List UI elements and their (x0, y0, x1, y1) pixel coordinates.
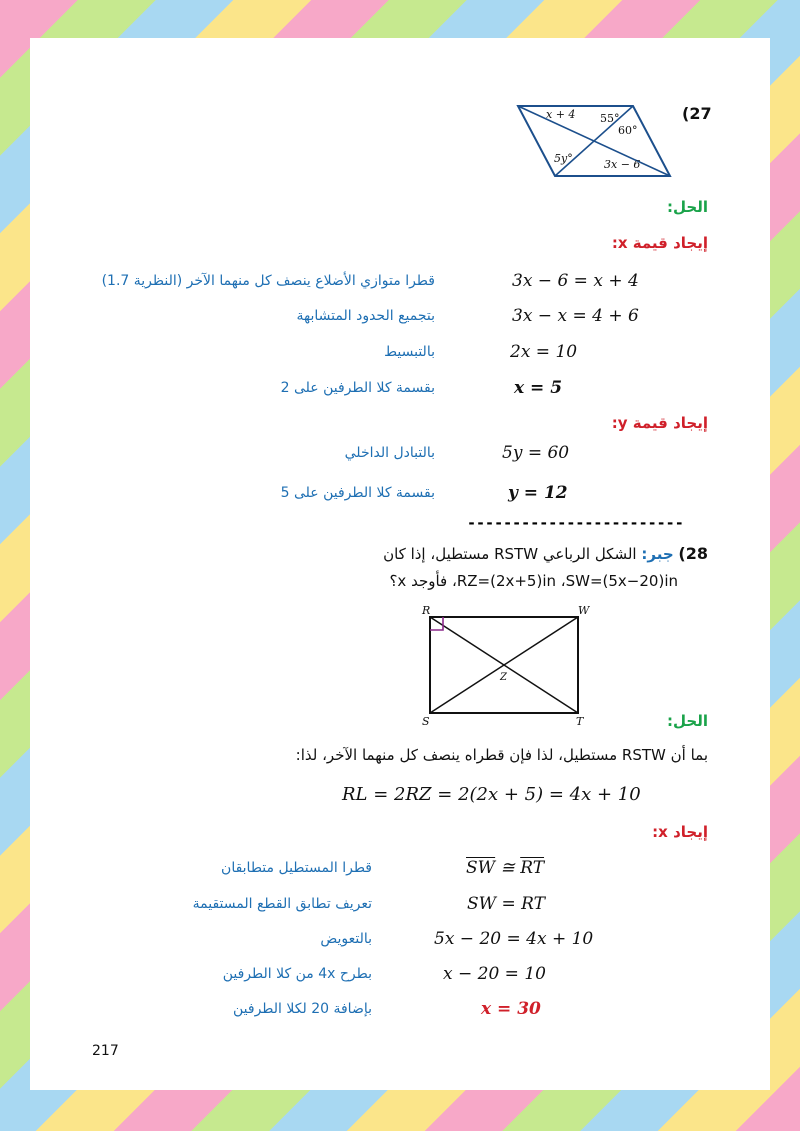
q27-x-step-2-reason: بتجميع الحدود المتشابهة (296, 308, 435, 324)
label-3x-minus-6: 3x − 6 (604, 158, 641, 171)
q28-step-3-reason: بالتعويض (320, 931, 372, 947)
page-sheet (30, 38, 770, 1090)
q27-x-step-1-reason: قطرا متوازي الأضلاع ينصف كل منهما الآخر (النظرية 1.7) (101, 273, 435, 289)
page-number: 217 (92, 1043, 119, 1059)
q27-x-step-4-reason: بقسمة كلا الطرفين على 2 (280, 380, 435, 396)
q27-x-step-2-math: 3x − x = 4 + 6 (512, 306, 639, 326)
q28-step-5-reason: بإضافة 20 لكلا الطرفين (233, 1001, 372, 1017)
q28-prompt-line-1 (383, 544, 708, 563)
q27-y-step-2-reason: بقسمة كلا الطرفين على 5 (280, 485, 435, 501)
q28-step-2-math: SW = RT (467, 894, 546, 914)
q28-step-2-reason: تعريف تطابق القطع المستقيمة (192, 896, 372, 912)
label-5y: 5y° (554, 152, 573, 165)
q28-step-1-reason: قطرا المستطيل متطابقان (221, 860, 372, 876)
q27-y-step-2-math: y = 12 (508, 483, 568, 503)
section-separator: ------------------------ (467, 514, 684, 532)
q28-tag: جبر: (641, 545, 674, 563)
parallelogram-figure (508, 100, 678, 180)
q27-y-step-1-reason: بالتبادل الداخلي (344, 445, 435, 461)
q27-x-step-1-math: 3x − 6 = x + 4 (512, 271, 639, 291)
question-27-number: (27 (682, 104, 712, 123)
label-angle-55: 55° (600, 112, 620, 125)
rectangle-figure (418, 603, 593, 728)
q27-y-step-1-math: 5y = 60 (502, 443, 570, 463)
label-x-plus-4: x + 4 (546, 108, 576, 121)
q27-x-step-4-math: x = 5 (514, 378, 563, 398)
q28-prompt-line-2: RZ=(2x+5)in ،SW=(5x−20)in، فأوجد x؟ (389, 572, 678, 590)
q28-intro: بما أن RSTW مستطيل، لذا فإن قطراه ينصف كل منهما الآخر، لذا: (295, 746, 708, 764)
vertex-s: S (422, 715, 430, 728)
q28-step-5-math: x = 30 (481, 999, 541, 1019)
vertex-r: R (422, 604, 431, 617)
q28-step-1-math: $\overline{SW}$ ≅ $\overline{RT}$ (466, 858, 545, 878)
question-28-number: 28) (678, 544, 708, 563)
q28-step-4-math: x − 20 = 10 (443, 964, 546, 984)
q28-main-equation: RL = 2RZ = 2(2x + 5) = 4x + 10 (342, 784, 641, 805)
q28-find-x-heading: إيجاد x: (652, 823, 708, 841)
q27-x-step-3-reason: بالتبسيط (384, 344, 435, 360)
q27-x-step-3-math: 2x = 10 (510, 342, 578, 362)
q28-step-3-math: 5x − 20 = 4x + 10 (434, 929, 594, 949)
vertex-w: W (578, 604, 590, 617)
q28-line-1-text: الشكل الرباعي RSTW مستطيل، إذا كان (383, 545, 637, 563)
vertex-t: T (576, 715, 584, 728)
center-z: Z (500, 672, 507, 683)
q27-solution-label: الحل: (667, 198, 708, 216)
q28-step-4-reason: بطرح 4x من كلا الطرفين (222, 966, 372, 982)
label-angle-60: 60° (618, 124, 638, 137)
q28-solution-label: الحل: (667, 712, 708, 730)
q27-find-y-heading: إيجاد قيمة y: (611, 414, 708, 432)
q27-find-x-heading: إيجاد قيمة x: (611, 234, 708, 252)
